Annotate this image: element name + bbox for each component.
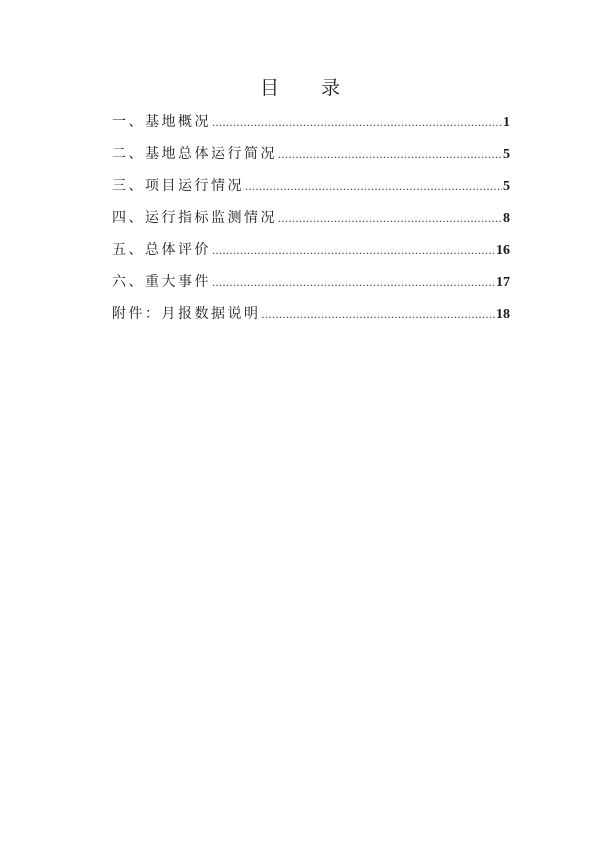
toc-dot-leader bbox=[212, 239, 495, 261]
toc-entry-page-number: 5 bbox=[503, 147, 510, 162]
toc-dot-leader bbox=[245, 175, 502, 197]
toc-dot-leader bbox=[278, 143, 502, 165]
toc-entry-page-number: 16 bbox=[496, 243, 510, 258]
toc-entry[interactable] bbox=[112, 238, 510, 270]
toc-entry-label: 附件：月报数据说明 bbox=[112, 306, 261, 322]
toc-title: 目 录 bbox=[259, 77, 359, 99]
toc-entry-page-number: 5 bbox=[503, 179, 510, 194]
toc-entry[interactable] bbox=[112, 142, 510, 174]
toc-entry-label: 六、重大事件 bbox=[112, 274, 211, 290]
toc-entry-page-number: 17 bbox=[496, 275, 510, 290]
toc-entry-label: 二、基地总体运行简况 bbox=[112, 146, 277, 162]
toc-entry[interactable] bbox=[112, 206, 510, 238]
toc-entry-label: 四、运行指标监测情况 bbox=[112, 210, 277, 226]
toc-entry[interactable] bbox=[112, 110, 510, 142]
toc-entry-label: 一、基地概况 bbox=[112, 114, 211, 130]
toc-entry[interactable] bbox=[112, 302, 510, 334]
toc-entry-page-number: 1 bbox=[503, 115, 510, 130]
toc-dot-leader bbox=[262, 303, 496, 325]
table-of-contents bbox=[112, 110, 510, 334]
toc-dot-leader bbox=[212, 111, 502, 133]
toc-entry-label: 三、项目运行情况 bbox=[112, 178, 244, 194]
toc-dot-leader bbox=[278, 207, 502, 229]
toc-entry-label: 五、总体评价 bbox=[112, 242, 211, 258]
toc-entry-page-number: 18 bbox=[496, 307, 510, 322]
toc-entry[interactable] bbox=[112, 174, 510, 206]
toc-dot-leader bbox=[212, 271, 495, 293]
toc-entry-page-number: 8 bbox=[503, 211, 510, 226]
toc-entry[interactable] bbox=[112, 270, 510, 302]
